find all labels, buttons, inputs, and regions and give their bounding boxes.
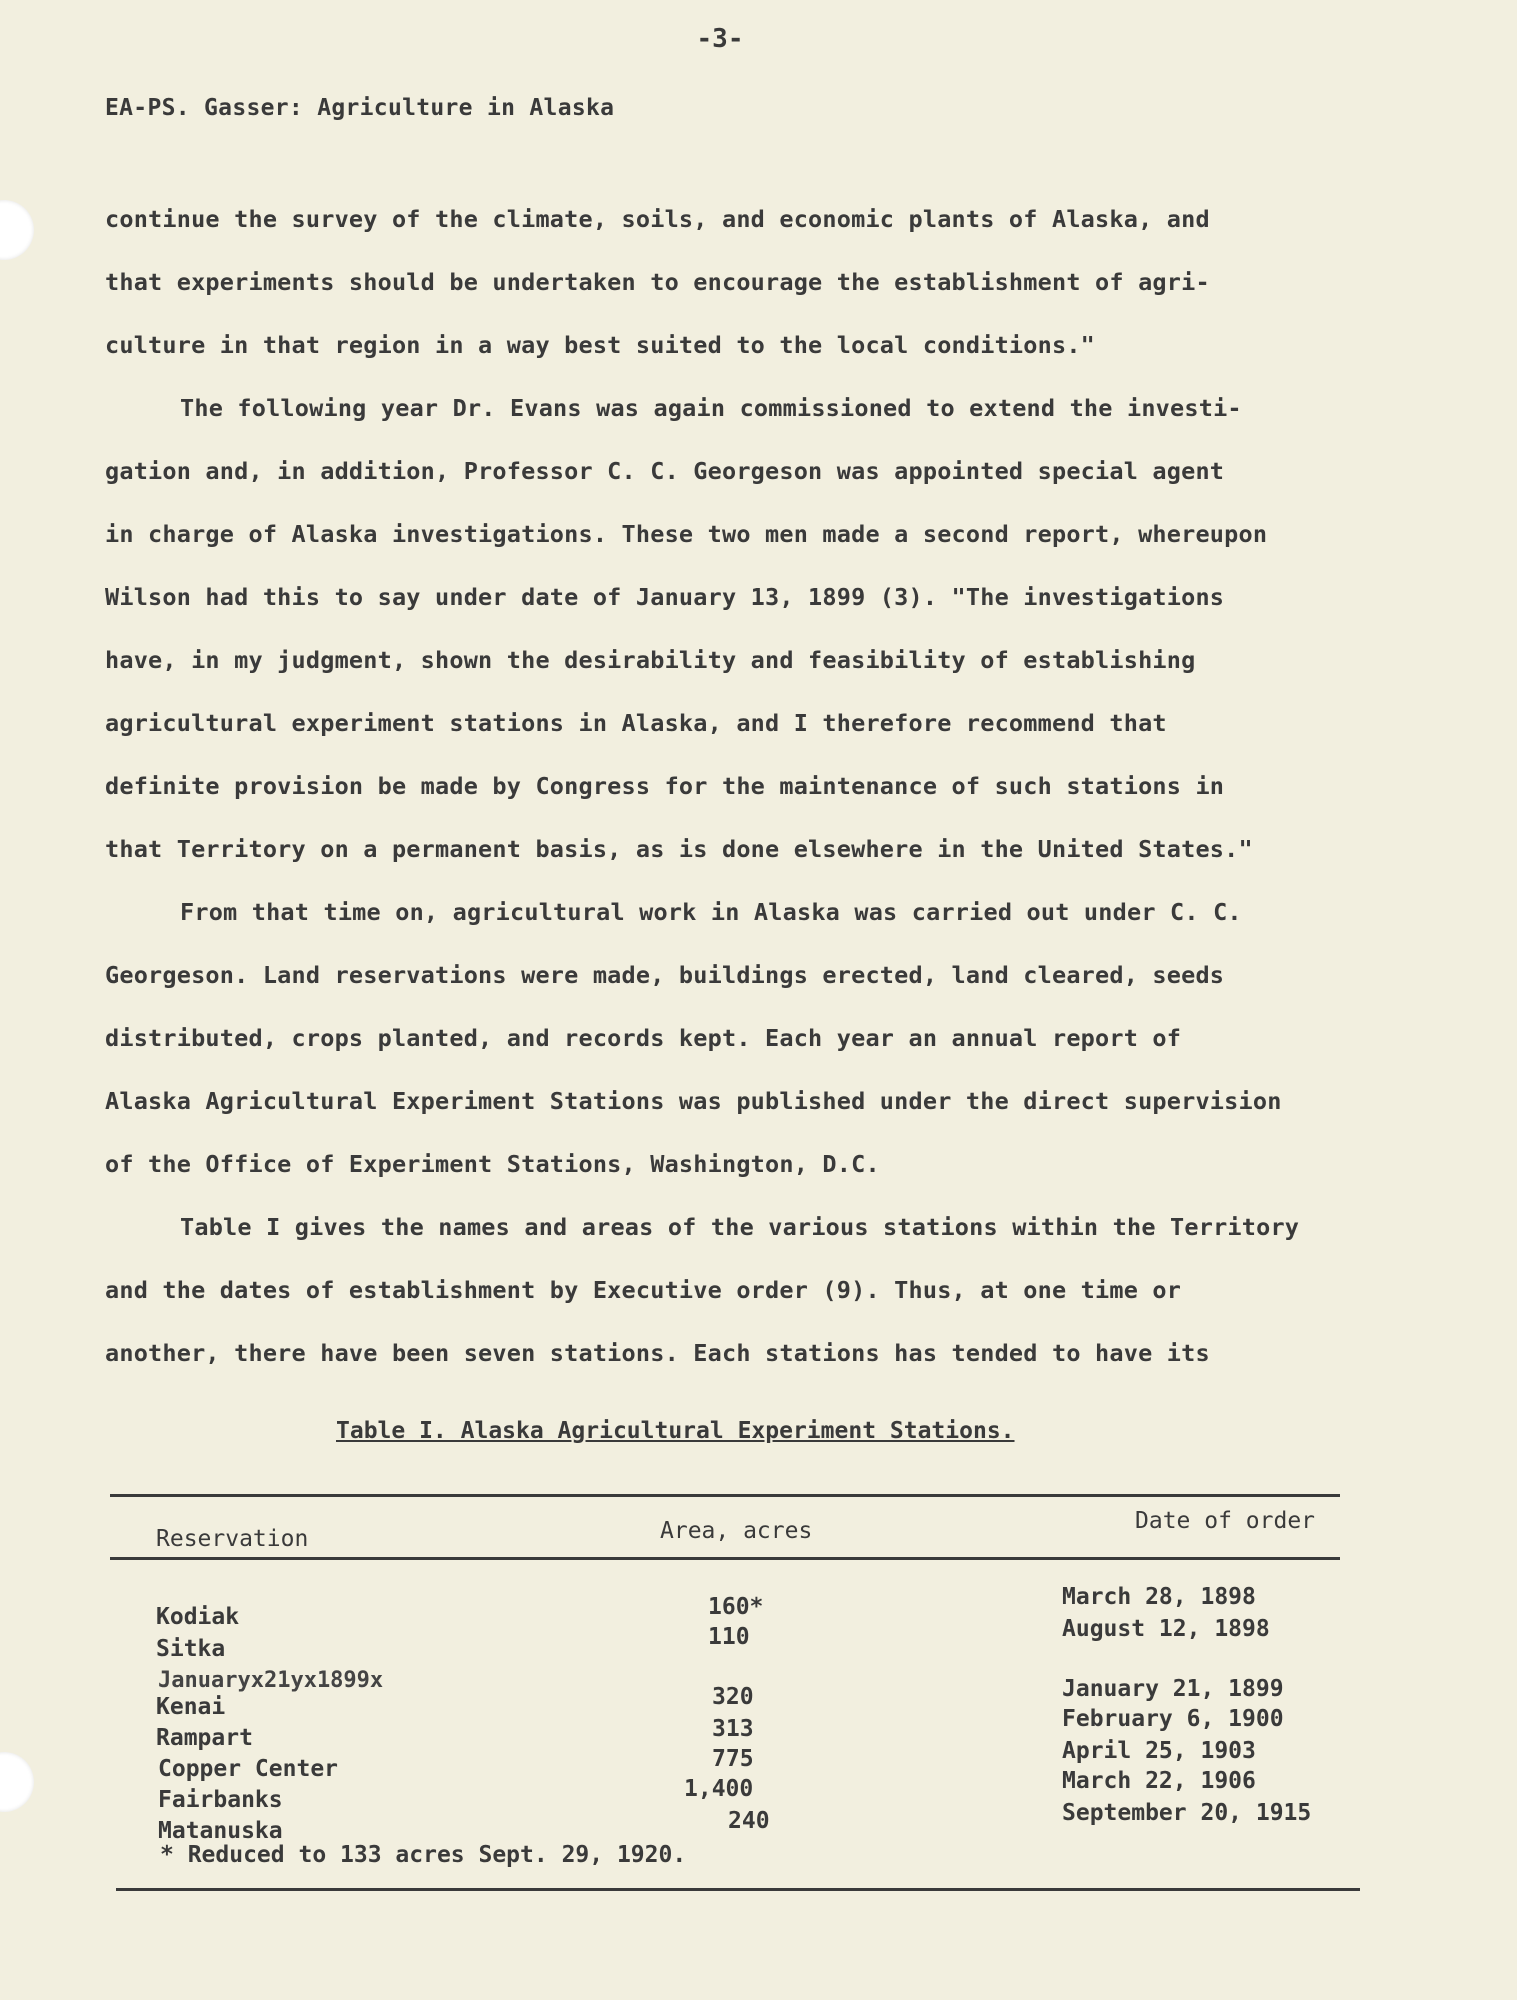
date-cell: August 12, 1898 bbox=[1062, 1616, 1270, 1642]
date-cell: April 25, 1903 bbox=[1062, 1738, 1256, 1764]
body-line: Table I gives the names and areas of the various stations within the Territory bbox=[180, 1213, 1300, 1241]
table-header-rule bbox=[110, 1557, 1340, 1560]
page-number: -3- bbox=[696, 24, 744, 54]
body-line: gation and, in addition, Professor C. C. Georgeson was appointed special agent bbox=[105, 457, 1225, 485]
body-line: agricultural experiment stations in Alaska, and I therefore recommend that bbox=[105, 709, 1167, 737]
header-area: Area, acres bbox=[660, 1518, 813, 1544]
table-bottom-rule bbox=[116, 1888, 1360, 1891]
area-cell: 240 bbox=[728, 1808, 770, 1834]
body-line: Georgeson. Land reservations were made, buildings erected, land cleared, seeds bbox=[105, 961, 1225, 989]
body-line: in charge of Alaska investigations. These two men made a second report, whereupon bbox=[105, 520, 1268, 548]
body-line: Wilson had this to say under date of January 13, 1899 (3). "The investigations bbox=[105, 583, 1225, 611]
date-cell: March 28, 1898 bbox=[1062, 1584, 1256, 1610]
body-line: another, there have been seven stations. Each stations has tended to have its bbox=[105, 1339, 1210, 1367]
body-line: distributed, crops planted, and records kept. Each year an annual report of bbox=[105, 1024, 1182, 1052]
body-line: culture in that region in a way best suited to the local conditions." bbox=[105, 331, 1096, 359]
body-line: continue the survey of the climate, soils, and economic plants of Alaska, and bbox=[105, 205, 1210, 233]
body-line: that experiments should be undertaken to encourage the establishment of agri- bbox=[105, 268, 1210, 296]
date-cell: February 6, 1900 bbox=[1062, 1706, 1284, 1732]
body-line: that Territory on a permanent basis, as is done elsewhere in the United States." bbox=[105, 835, 1253, 863]
body-line: and the dates of establishment by Executive order (9). Thus, at one time or bbox=[105, 1276, 1182, 1304]
reservation-cell: Kodiak bbox=[156, 1604, 240, 1630]
struck-entry: Januaryx21yx1899x bbox=[158, 1668, 384, 1693]
reservation-cell: Sitka bbox=[156, 1636, 226, 1662]
reservation-cell: Rampart bbox=[156, 1725, 253, 1751]
table-footnote: * Reduced to 133 acres Sept. 29, 1920. bbox=[160, 1842, 687, 1868]
punch-hole bbox=[0, 1752, 34, 1812]
date-cell: March 22, 1906 bbox=[1062, 1768, 1256, 1794]
area-cell: 320 bbox=[712, 1684, 754, 1710]
header-date: Date of order bbox=[1135, 1508, 1316, 1534]
area-cell: 313 bbox=[712, 1716, 754, 1742]
area-cell: 160* bbox=[708, 1594, 764, 1620]
body-line: of the Office of Experiment Stations, Washington, D.C. bbox=[105, 1150, 880, 1178]
running-head: EA-PS. Gasser: Agriculture in Alaska bbox=[105, 95, 615, 121]
body-line: The following year Dr. Evans was again commissioned to extend the investi- bbox=[180, 394, 1242, 422]
body-line: Alaska Agricultural Experiment Stations was published under the direct supervision bbox=[105, 1087, 1282, 1115]
reservation-cell: Fairbanks bbox=[158, 1787, 283, 1813]
punch-hole bbox=[0, 200, 34, 260]
header-reservation: Reservation bbox=[156, 1526, 309, 1552]
reservation-cell: Kenai bbox=[156, 1694, 226, 1720]
body-line: definite provision be made by Congress for the maintenance of such stations in bbox=[105, 772, 1225, 800]
area-cell: 1,400 bbox=[684, 1776, 754, 1802]
area-cell: 775 bbox=[712, 1746, 754, 1772]
area-cell: 110 bbox=[708, 1624, 750, 1650]
reservation-cell: Copper Center bbox=[158, 1756, 339, 1782]
body-line: have, in my judgment, shown the desirability and feasibility of establishing bbox=[105, 646, 1196, 674]
date-cell: January 21, 1899 bbox=[1062, 1676, 1284, 1702]
reservation-cell: Matanuska bbox=[158, 1818, 283, 1844]
table-top-rule bbox=[110, 1494, 1340, 1497]
body-line: From that time on, agricultural work in Alaska was carried out under C. C. bbox=[180, 898, 1242, 926]
date-cell: September 20, 1915 bbox=[1062, 1800, 1312, 1826]
table-title: Table I. Alaska Agricultural Experiment Stations. bbox=[336, 1418, 1015, 1444]
